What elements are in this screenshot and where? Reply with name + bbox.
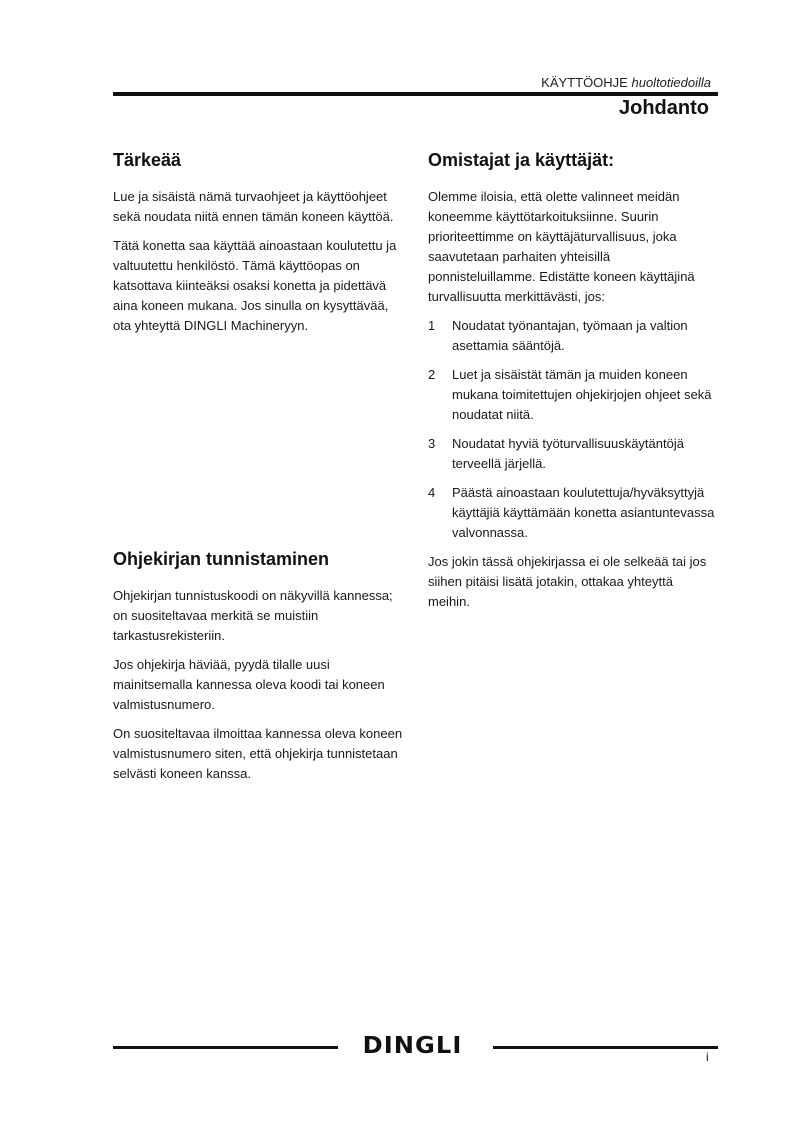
dingli-logo: DINGLI — [362, 1033, 463, 1059]
list-item — [428, 483, 718, 543]
list-item-text: Noudatat hyviä työturvallisuuskäytäntöjä terveellä järjellä. — [452, 436, 684, 471]
identification-section — [113, 549, 408, 793]
owners-list — [428, 316, 718, 543]
footer-rule-left — [113, 1046, 338, 1049]
doc-type: KÄYTTÖOHJE — [541, 75, 628, 90]
list-item-text: Päästä ainoastaan koulutettuja/hyväksyttyjä käyttäjiä käyttämään konetta asiantuntevassa valvonnassa. — [452, 485, 715, 540]
list-item-number: 2 — [428, 367, 436, 382]
important-paragraph: Lue ja sisäistä nämä turvaohjeet ja käyttöohjeet sekä noudata niitä ennen tämän koneen käyttöä. — [113, 189, 394, 224]
list-item — [428, 434, 718, 474]
owners-heading: Omistajat ja käyttäjät: — [428, 150, 615, 170]
section-title: Johdanto — [619, 97, 709, 119]
page-number: i — [706, 1050, 709, 1064]
owners-intro: Olemme iloisia, että olette valinneet meidän koneemme käyttötarkoituksiinne. Suurin prioriteettimme on käyttäjäturvallisuus, joka saavutetaan parhaiten yhteisillä ponnisteluillamme. Edistätte koneen käyttäjinä turvallisuutta merkittävästi, jos: — [428, 189, 695, 304]
identification-paragraph: On suositeltavaa ilmoittaa kannessa oleva koneen valmistusnumero siten, että ohjekirja tunnistetaan selvästi koneen kanssa. — [113, 726, 403, 781]
list-item — [428, 316, 718, 356]
list-item-number: 1 — [428, 318, 436, 333]
important-paragraph: Tätä konetta saa käyttää ainoastaan koulutettu ja valtuutettu henkilöstö. Tämä käyttöopas on katsottava kiinteäksi osaksi konetta ja pidettävä aina koneen mukana. Jos sinulla on kysyttävää, ota yhteyttä DINGLI Machineryyn. — [113, 238, 397, 333]
owners-section — [428, 150, 718, 621]
list-item — [428, 365, 718, 425]
list-item-number: 4 — [428, 485, 436, 500]
footer-rule-right — [493, 1046, 718, 1049]
identification-paragraph: Jos ohjekirja häviää, pyydä tilalle uusi mainitsemalla kannessa oleva koodi tai koneen valmistusnumero. — [113, 657, 385, 712]
running-header — [541, 75, 711, 90]
list-item-text: Luet ja sisäistät tämän ja muiden koneen mukana toimitettujen ohjekirjojen ohjeet sekä noudatat niitä. — [452, 367, 712, 422]
identification-heading: Ohjekirjan tunnistaminen — [113, 549, 330, 569]
header-rule — [113, 92, 718, 96]
list-item-text: Noudatat työnantajan, työmaan ja valtion asettamia sääntöjä. — [452, 318, 688, 353]
important-section — [113, 150, 403, 345]
doc-subtype: huoltotiedoilla — [631, 75, 711, 90]
important-heading: Tärkeää — [113, 150, 182, 170]
identification-paragraph: Ohjekirjan tunnistuskoodi on näkyvillä kannessa; on suositeltavaa merkitä se muistiin tarkastusrekisteriin. — [113, 588, 393, 643]
owners-outro: Jos jokin tässä ohjekirjassa ei ole selkeää tai jos siihen pitäisi lisätä jotakin, ottakaa yhteyttä meihin. — [428, 554, 707, 609]
list-item-number: 3 — [428, 436, 436, 451]
